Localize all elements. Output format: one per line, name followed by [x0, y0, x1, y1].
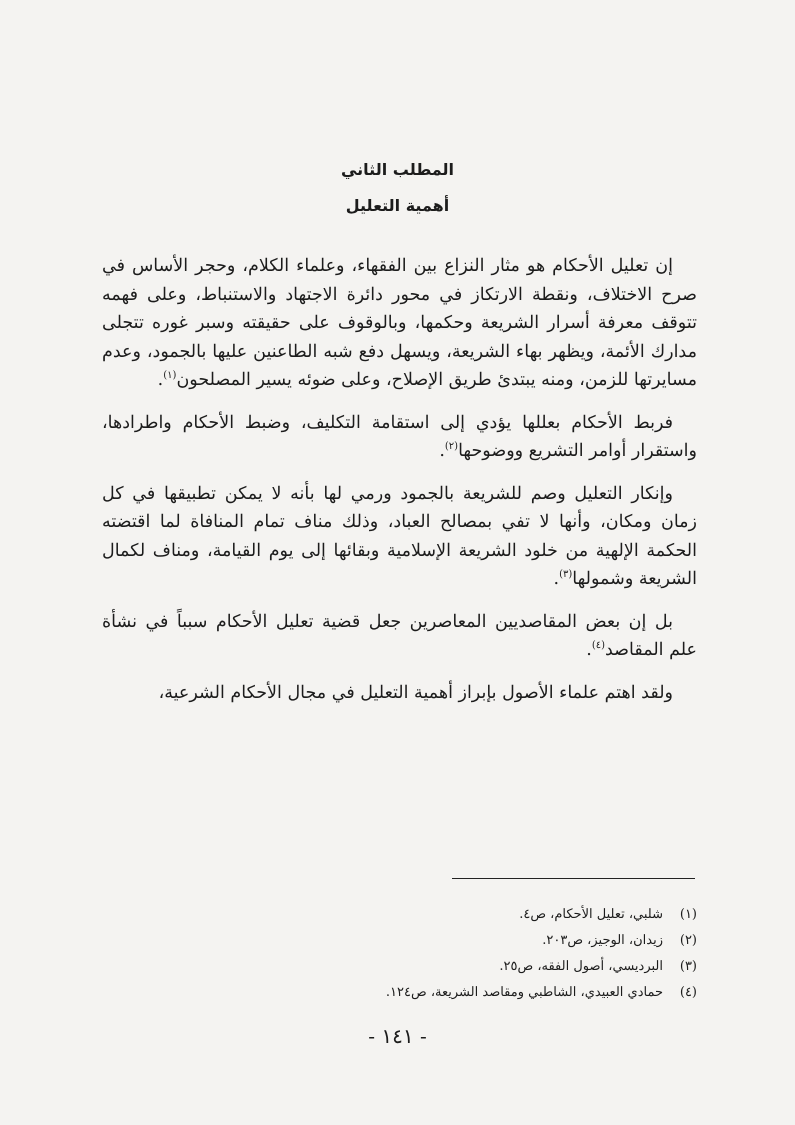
- footnote-text: شلبي، تعليل الأحكام، ص٤.: [519, 907, 663, 922]
- paragraph-text: فربط الأحكام بعللها يؤدي إلى استقامة التكليف، وضبط الأحكام واطرادها، واستقرار أوامر التشريع ووضوحها: [102, 412, 697, 461]
- paragraph-end: .: [553, 569, 560, 589]
- footnote-number: (١): [679, 907, 697, 922]
- section-subtitle: أهمية التعليل: [345, 196, 450, 215]
- paragraph-5: [102, 679, 697, 708]
- footnote-1: [102, 902, 697, 928]
- paragraph-text: وإنكار التعليل وصم للشريعة بالجمود ورمي لها بأنه لا يمكن تطبيقها في كل زمان ومكان، وأنها لا تفي بمصالح العباد، وذلك مناف تمام المنافاة لما اقتضته الحكمة الإلهية من خلود الشريعة الإسلامية وبقائها إلى يوم القيامة، ومناف لكمال الشريعة وشمولها: [102, 483, 697, 589]
- paragraph-1: [102, 252, 697, 395]
- body-text: [102, 252, 697, 721]
- footnote-divider: [452, 878, 695, 879]
- footnote-3: [102, 954, 697, 980]
- footnote-text: البرديسي، أصول الفقه، ص٢٥.: [499, 959, 663, 974]
- paragraph-3: [102, 480, 697, 594]
- footnote-ref: (٢): [444, 441, 459, 453]
- paragraph-4: [102, 608, 697, 665]
- footnote-text: حمادي العبيدي، الشاطبي ومقاصد الشريعة، ص١٢٤.: [385, 985, 663, 1000]
- footnote-ref: (١): [163, 370, 177, 382]
- section-title: المطلب الثاني: [340, 160, 455, 179]
- section-headings: [0, 152, 795, 224]
- paragraph-2: [102, 409, 697, 466]
- paragraph-text: بل إن بعض المقاصديين المعاصرين جعل قضية تعليل الأحكام سبباً في نشأة علم المقاصد: [102, 611, 697, 660]
- footnotes: [102, 902, 697, 1006]
- footnote-2: [102, 928, 697, 954]
- footnote-text: زيدان، الوجيز، ص٢٠٣.: [542, 933, 663, 948]
- paragraph-end: .: [157, 370, 164, 390]
- page-number: - ١٤١ -: [368, 1024, 427, 1048]
- footnote-ref: (٤): [591, 640, 605, 652]
- paragraph-text: ولقد اهتم علماء الأصول بإبراز أهمية التعليل في مجال الأحكام الشرعية،: [158, 682, 673, 703]
- footnote-ref: (٣): [559, 569, 573, 581]
- footnote-4: [102, 980, 697, 1006]
- paragraph-end: .: [439, 441, 445, 461]
- footnote-number: (٣): [679, 959, 697, 974]
- paragraph-end: .: [586, 640, 592, 660]
- footnote-number: (٤): [679, 985, 697, 1000]
- footnote-number: (٢): [679, 933, 697, 948]
- paragraph-text: إن تعليل الأحكام هو مثار النزاع بين الفقهاء، وعلماء الكلام، وحجر الأساس في صرح الاختلاف، ونقطة الارتكاز في محور دائرة الاجتهاد والاستنباط، وعلى فهمه تتوقف معرفة أسرار الشريعة وحكمها، وبالوقوف على حقيقته وسبر غوره تتجلى مدارك الأئمة، ويظهر بهاء الشريعة، ويسهل دفع شبه الطاعنين عليها بالجمود، وعدم مسايرتها للزمن، ومنه يبتدئ طريق الإصلاح، وعلى ضوئه يسير المصلحون: [102, 256, 697, 390]
